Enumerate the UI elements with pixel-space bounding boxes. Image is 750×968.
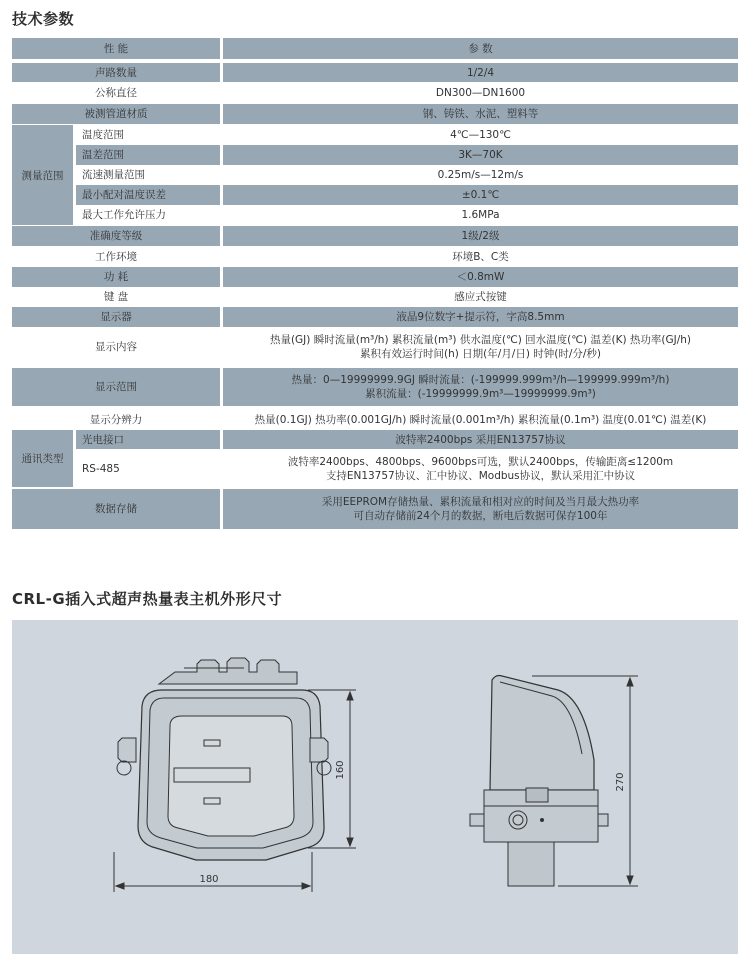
row-value-line: 波特率2400bps、4800bps、9600bps可选，默认2400bps，传输距离≤1200m: [287, 456, 674, 468]
row-label: 显示范围: [12, 368, 220, 406]
row-label: 准确度等级: [12, 226, 220, 246]
section-title-dimensions: CRL-G插入式超声热量表主机外形尺寸: [12, 590, 283, 608]
row-label: 声路数量: [12, 63, 220, 82]
header-label: 性 能: [12, 38, 220, 59]
row-label: 公称直径: [12, 83, 220, 103]
row-value: 1/2/4: [223, 63, 738, 82]
row-value: DN300—DN1600: [223, 83, 738, 103]
row-label: 显示器: [12, 307, 220, 327]
table-row: [12, 145, 738, 165]
front-view-device: [117, 658, 331, 860]
table-row: [12, 83, 738, 103]
table-row: [12, 489, 738, 529]
row-value-line: 采用EEPROM存储热量、累积流量和相对应的时间及当月最大热功率: [321, 496, 640, 508]
row-label: 被测管道材质: [12, 104, 220, 124]
table-row: [12, 185, 738, 205]
table-row: [12, 329, 738, 364]
row-value-line: 累积有效运行时间(h) 日期(年/月/日) 时钟(时/分/秒): [359, 347, 602, 360]
dimension-height-front: 160: [335, 760, 346, 780]
row-label: 光电接口: [76, 430, 220, 449]
row-value: [223, 451, 738, 487]
side-view-device: [470, 676, 608, 887]
table-row: [12, 307, 738, 327]
table-row: [12, 125, 738, 145]
header-value: 参 数: [223, 38, 738, 59]
row-label: 温度范围: [76, 125, 220, 145]
row-value: 波特率2400bps 采用EN13757协议: [223, 430, 738, 449]
row-label: 工作环境: [12, 247, 220, 267]
row-value: ＜0.8mW: [223, 267, 738, 287]
section-title-specs: 技术参数: [12, 10, 75, 28]
row-value-line: 热量(GJ) 瞬时流量(m³/h) 累积流量(m³) 供水温度(℃) 回水温度(℃) 温差(K) 热功率(GJ/h): [269, 333, 692, 346]
row-value: [223, 368, 738, 406]
group-label-measure-range: 测量范围: [12, 125, 73, 225]
table-row: [12, 63, 738, 82]
table-row: [12, 165, 738, 185]
row-value: 3K—70K: [223, 145, 738, 165]
table-row: [12, 287, 738, 307]
table-row: [12, 247, 738, 267]
dimension-drawing: [12, 620, 738, 954]
table-row: [12, 205, 738, 225]
row-value-line: 可自动存储前24个月的数据，断电后数据可保存100年: [353, 510, 608, 522]
row-label: 温差范围: [76, 145, 220, 165]
row-label: 最小配对温度误差: [76, 185, 220, 205]
row-value: 感应式按键: [223, 287, 738, 307]
row-value-line: 支持EN13757协议、汇中协议、Modbus协议，默认采用汇中协议: [325, 470, 636, 482]
row-label: 键 盘: [12, 287, 220, 307]
row-value-line: 累积流量：(-19999999.9m³—19999999.9m³): [365, 388, 596, 400]
row-value: 0.25m/s—12m/s: [223, 165, 738, 185]
table-row: [12, 451, 738, 487]
row-value: 环境B、C类: [223, 247, 738, 267]
row-label: 数据存储: [12, 489, 220, 529]
row-value: 4℃—130℃: [223, 125, 738, 145]
table-row: [12, 430, 738, 449]
row-label: 显示内容: [12, 329, 220, 364]
row-value: 热量(0.1GJ) 热功率(0.001GJ/h) 瞬时流量(0.001m³/h) 累积流量(0.1m³) 温度(0.01℃) 温差(K): [223, 409, 738, 430]
dimension-drawing-panel: [12, 620, 738, 954]
row-value: [223, 489, 738, 529]
table-row: [12, 368, 738, 406]
table-header-row: [12, 38, 738, 59]
row-label: 流速测量范围: [76, 165, 220, 185]
table-row: [12, 409, 738, 430]
row-value: ±0.1℃: [223, 185, 738, 205]
row-value: [223, 329, 738, 364]
dimension-height-side: 270: [615, 772, 626, 792]
table-row: [12, 104, 738, 124]
row-value: 1级/2级: [223, 226, 738, 246]
row-label: RS-485: [76, 451, 220, 487]
table-row: [12, 267, 738, 287]
row-label: 功 耗: [12, 267, 220, 287]
dimension-width-front: 180: [199, 874, 219, 885]
row-value: 液晶9位数字+提示符，字高8.5mm: [223, 307, 738, 327]
row-label: 最大工作允许压力: [76, 205, 220, 225]
row-value: 1.6MPa: [223, 205, 738, 225]
table-row: [12, 226, 738, 246]
group-label-comm-type: 通讯类型: [12, 430, 73, 487]
row-label: 显示分辨力: [12, 409, 220, 430]
row-value: 钢、铸铁、水泥、塑料等: [223, 104, 738, 124]
row-value-line: 热量：0—19999999.9GJ 瞬时流量：(-199999.999m³/h—199999.999m³/h): [291, 374, 670, 386]
